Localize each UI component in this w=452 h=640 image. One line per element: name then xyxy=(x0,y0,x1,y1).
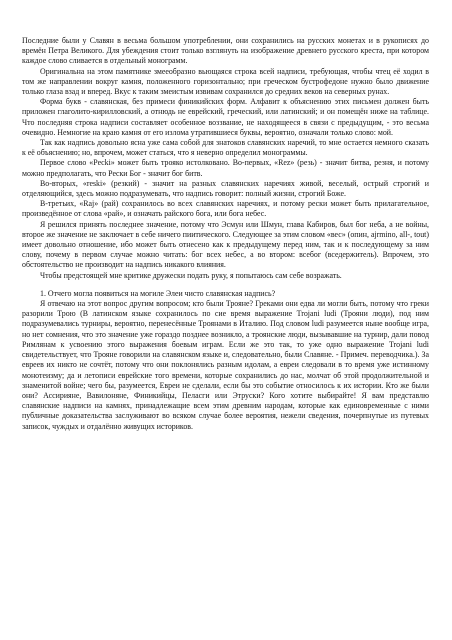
paragraph-2: Оригинальна на этом памятнике змееобразно вьющаяся строка всей надписи, требующая, чтобы чтец её ходил в том же направлении вокруг камня, положенного горизонтально; при греческом бустрофедоне нужно было движение только глаза взад и вперед. Вкус к таким змеистым извивам сохранился до средних веков на северных рунах. xyxy=(22,66,429,97)
paragraph-5: Первое слово «Pecki» может быть трояко истолковано. Во-первых, «Rez» (резь) - значит битва, резня, и потому можно предполагать, что Реcки Бог - значит бог битв. xyxy=(22,158,429,178)
paragraph-8: Я решился принять последнее значение, потому что Эсмун или Шмун, глава Кабиров, был бог неба, а не войны, второе же значение не заключает в себе ничего пиитического. Следующее за этим словом «вес» (опин, ajrmino, all-, tout) имеет довольно отношение, ибо может быть отнесено как к предыдущему перед ним, так и к последующему за ним слову, почему в первом случае можно читать: бог всех небес, а во втором: всебог (вседержитель). Впрочем, это обстоятельство не производит на надпись никакого влияния. xyxy=(22,219,429,270)
paragraph-6: Во-вторых, «reski» (резкий) - значит на разных славянских наречиях живой, веселый, острый строгий и отделяющийся, здесь можно подразумевать, что надпись говорит: полный жизни, строгий Боже. xyxy=(22,178,429,199)
paragraph-1: Последние были у Славян в весьма большом употреблении, они сохранились на русских монетах и в рукописях до времён Петра Великого. Для убеждения стоит только взглянуть на изображение древнего русского креста, при котором каждое слово сливается в отдельный монограмм. xyxy=(22,36,429,66)
question-heading: 1. Отчего могла появиться на могиле Элеи чисто славянская надпись? xyxy=(40,288,276,298)
section-gap xyxy=(22,281,429,289)
paragraph-3: Форма букв - славянская, без примеси финикийских форм. Алфавит к объяснению этих письмен должен быть приложен глаголито-кирилловский, а отнюдь не еврейский, греческий, или латинский; и он помещён ниже на таблице. Что последняя строка надписи составляет особенное воззвание, не находящееся в связи с предыдущим, - это весьма очевидно. Немногие на краю камня от его излома утратившиеся буквы, вероятно, означали только слово: мой. xyxy=(22,97,429,137)
paragraph-9: Чтобы предстоящей мне критике дружески подать руку, я попытаюсь сам себе возражать. xyxy=(40,270,342,280)
paragraph-7: В-третьих, «Raj» (рай) сохранилось во всех славянских наречиях, и потому рески может быть прилагательное, произведённое от слова «рай», и означать райского бога, или бога небес. xyxy=(22,199,429,219)
document-page xyxy=(22,36,429,432)
paragraph-11: Я отвечаю на этот вопрос другим вопросом; кто были Трояне? Греками они едва ли могли быть, потому что греки разорили Трою (В латинском языке сохранилось по сие время выражение Trojani ludi (Трояни люди), под ним подразумевались турниры, вероятно, перенесённые Троянами в Италию. Под словом ludi разумеется ныне вообще игра, но нет сомнения, что это значение уже гораздо позднее возникло, а троянские люди, вызывавшие на турнир, дали повод Римлянам к усвоению этого выражения боевым играм. Если же это так, то уже одно выражение Trojani ludi свидетельствует, что Трояне говорили на славянском языке и, следовательно, были Славяне. - Примеч. переводчика.). За евреев их никто не сочтёт, потому что они поклонялись разным идолам, а евреи следовали в то время уже истинному монотеизму; да и летописи еврейские того времени, которые сохранились до нас, молчат об этой продолжительной и знаменитой войне; чего бы, разумеется, Евреи не сделали, если бы это событие относилось к их истории. Кто же были они? Ассирияне, Вавилоняне, Финикийцы, Пеласги или Этруски? Кого хотите выбирайте! Я вам представлю славянские надписи на камнях, принадлежащие всем этим древним народам, которые как единовременные с ними публичные доказательства заслуживают во всяком случае более вероятия, нежели сведения, почерпнутые из путевых записок, чуждых и отдалённо живущих историков. xyxy=(22,299,429,431)
paragraph-4: Так как надпись довольно ясна уже сама собой для знатоков славянских наречий, то мне остается немного сказать к её объяснению; но, впрочем, может статься, что я неверно определил монограммы. xyxy=(22,138,429,158)
